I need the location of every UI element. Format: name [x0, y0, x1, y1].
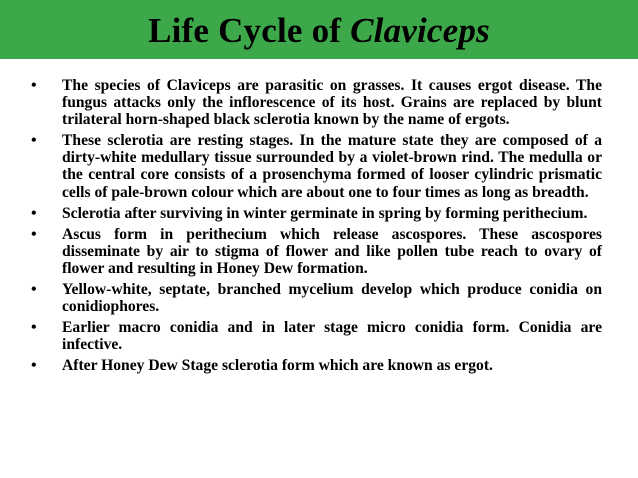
bullet-dot: •	[31, 225, 37, 243]
bullet-text: Ascus form in perithecium which release ascospores. These ascospores disseminate by air to stigma of flower and like pollen tube reach to ovary of flower and resulting in Honey Dew formation.	[62, 225, 602, 277]
slide-title-prefix: Life Cycle of	[148, 10, 351, 50]
slide-title	[148, 11, 490, 51]
slide-title-genus: Claviceps	[350, 10, 490, 50]
title-bar	[0, 0, 638, 59]
bullet-text: The species of Claviceps are parasitic on grasses. It causes ergot disease. The fungus attacks only the inflorescence of its host. Grains are replaced by blunt trilateral horn-shaped black sclerotia known by the name of ergots.	[62, 77, 602, 129]
bullet-dot: •	[31, 319, 37, 337]
bullet-text: Sclerotia after surviving in winter germinate in spring by forming perithecium.	[62, 204, 588, 222]
bullet-item	[31, 226, 602, 277]
bullet-text: Yellow-white, septate, branched mycelium develop which produce conidia on conidiophores.	[62, 281, 602, 316]
bullet-dot: •	[31, 281, 37, 299]
bullet-dot: •	[31, 77, 37, 94]
bullet-item	[31, 77, 602, 128]
bullet-text: These sclerotia are resting stages. In the mature state they are composed of a dirty-white medullary tissue surrounded by a violet-brown rind. The medulla or the central core consists of a prosenchyma formed of looser cylindric prismatic cells of pale-brown colour which are about one to four times as long as breadth.	[62, 132, 602, 201]
bullet-item	[31, 132, 602, 200]
bullet-text: After Honey Dew Stage sclerotia form which are known as ergot.	[62, 357, 493, 375]
bullet-dot: •	[31, 204, 37, 222]
bullet-item	[31, 319, 602, 353]
bullet-list	[31, 77, 602, 379]
bullet-text: Earlier macro conidia and in later stage micro conidia form. Conidia are infective.	[62, 319, 602, 354]
bullet-item	[31, 205, 602, 222]
bullet-dot: •	[31, 357, 37, 375]
bullet-item	[31, 357, 602, 374]
bullet-dot: •	[31, 132, 37, 150]
bullet-item	[31, 281, 602, 315]
